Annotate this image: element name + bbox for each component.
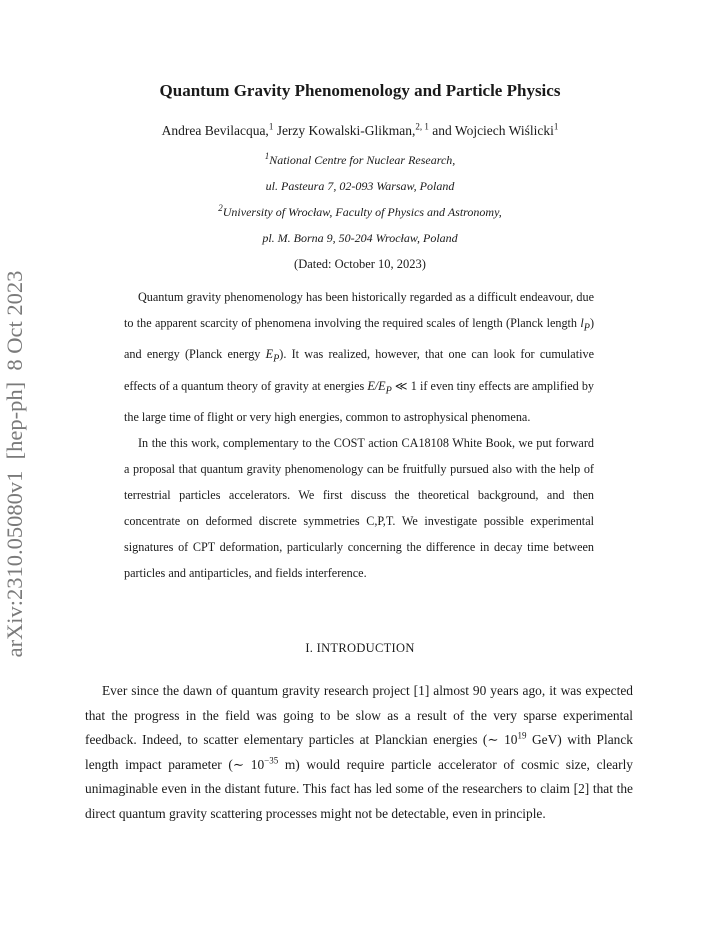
math-exponent: −35 xyxy=(264,755,279,766)
abstract-text: ). It was realized, however, that one can look for cumulative effects of a quantum theory of gravity at energies xyxy=(124,347,594,393)
math-planck-energy: E xyxy=(265,347,274,362)
affiliation-text: National Centre for Nuclear Research, xyxy=(269,153,456,167)
arxiv-category: [hep-ph] xyxy=(2,381,27,460)
arxiv-id: arXiv:2310.05080v1 xyxy=(2,470,27,658)
affiliation-2-line-1 xyxy=(0,203,720,221)
math-subscript: P xyxy=(385,385,392,397)
math-subscript: P xyxy=(273,353,280,365)
body-text: GeV) with Planck length impact parameter (∼ 10 xyxy=(85,732,633,772)
author-affiliation-marker: 1 xyxy=(553,121,559,132)
body-text: m) would require particle accelerator of cosmic size, clearly unimaginable even in the distant future. This fact has led some of the researchers to claim [2] that the direct quantum gravity scattering processes might not be detectable, even in principle. xyxy=(85,756,633,821)
abstract-paragraph-1 xyxy=(124,284,594,430)
affiliation-2-line-2: pl. M. Borna 9, 50-204 Wrocław, Poland xyxy=(262,231,458,245)
paper-title: Quantum Gravity Phenomenology and Particle Physics xyxy=(159,81,561,100)
date-line: (Dated: October 10, 2023) xyxy=(294,257,426,271)
affiliation-marker: 1 xyxy=(264,151,270,161)
author-list xyxy=(0,121,720,141)
math-planck-length: l xyxy=(580,316,584,330)
author-affiliation-marker: 1 xyxy=(268,121,274,132)
affiliation-marker: 2 xyxy=(218,203,223,213)
arxiv-sidebar-stamp xyxy=(0,264,32,664)
introduction-body xyxy=(85,679,633,826)
abstract-paragraph-2: In the this work, complementary to the COST action CA18108 White Book, we put forward a proposal that quantum gravity phenomenology can be fruitfully pursued also with the help of terrestrial particles accelerators. We first discuss the theoretical background, and then concentrate on deformed discrete symmetries C,P,T. We investigate possible experimental signatures of CPT deformation, particularly concerning the difference in decay time between particles and antiparticles, and fields interference. xyxy=(124,436,594,581)
math-energy-ratio: E/E xyxy=(367,378,386,393)
abstract-text: if even tiny effects are amplified by the large time of flight or very high energies, common to astrophysical phenomena. xyxy=(124,378,595,425)
math-inequality: ≪ 1 xyxy=(391,378,417,393)
body-text: Ever since the dawn of quantum gravity research project [1] almost 90 years ago, it was expected that the progress in the field was going to be slow as a result of the very sparse experimental feedback. Indeed, to scatter elementary particles at Planckian energies (∼ 10 xyxy=(85,683,633,747)
abstract xyxy=(124,284,594,586)
author-name: Andrea Bevilacqua, xyxy=(161,123,269,138)
affiliation-1-line-1 xyxy=(0,151,720,169)
affiliation-text: University of Wrocław, Faculty of Physics and Astronomy, xyxy=(222,205,502,219)
math-subscript: P xyxy=(583,322,590,334)
abstract-text: ) and energy (Planck energy xyxy=(124,316,594,362)
section-heading-introduction: I. INTRODUCTION xyxy=(305,641,415,655)
author-affiliation-marker: 2, 1 xyxy=(415,121,429,132)
author-name: Jerzy Kowalski-Glikman, xyxy=(273,123,416,138)
arxiv-date: 8 Oct 2023 xyxy=(2,270,27,371)
abstract-text: Quantum gravity phenomenology has been historically regarded as a difficult endeavour, due to the apparent scarcity of phenomena involving the required scales of length (Planck length xyxy=(124,290,594,330)
author-name: and Wojciech Wiślicki xyxy=(428,123,554,138)
introduction-paragraph xyxy=(85,679,633,826)
math-exponent: 19 xyxy=(517,730,527,741)
affiliation-1-line-2: ul. Pasteura 7, 02-093 Warsaw, Poland xyxy=(265,179,455,193)
